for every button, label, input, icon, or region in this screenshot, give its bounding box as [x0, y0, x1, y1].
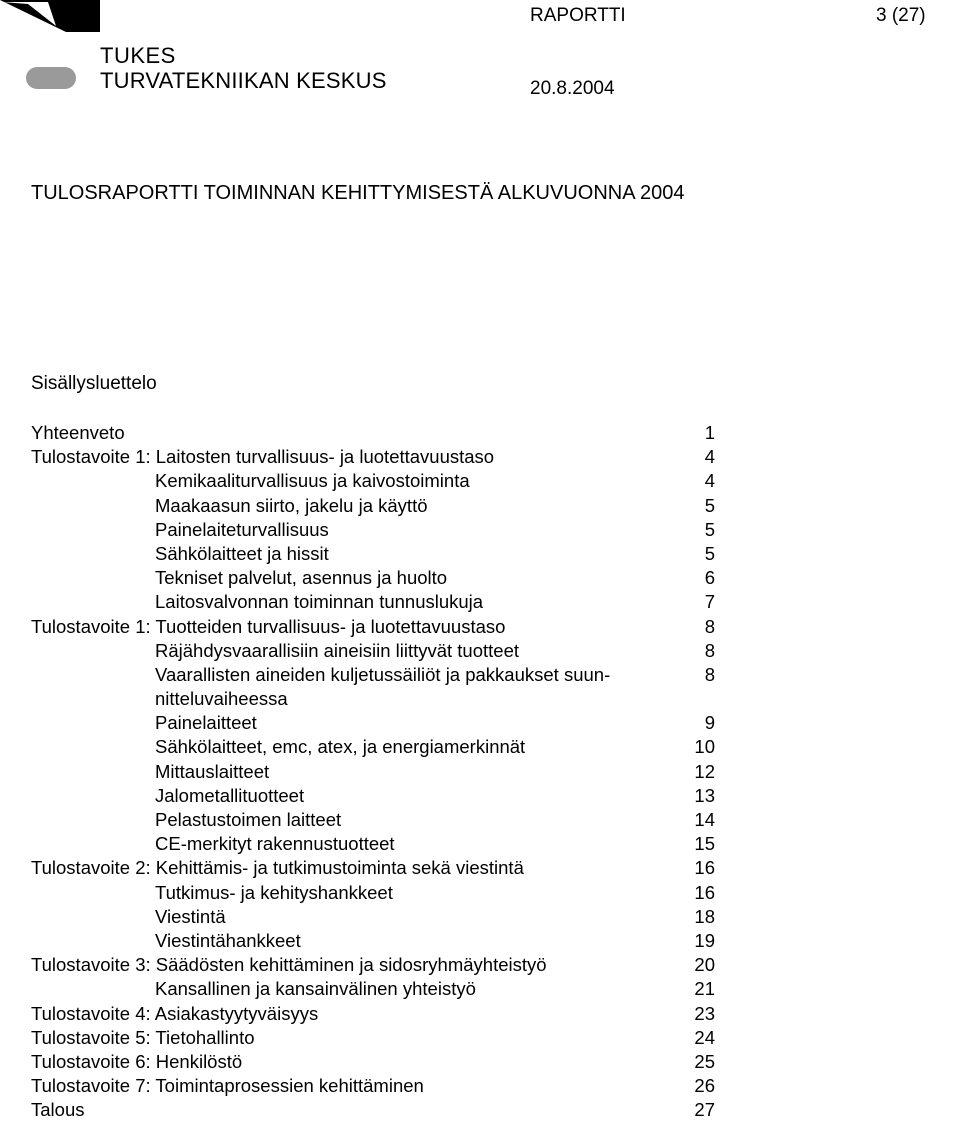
toc-entry-page: 18 — [694, 905, 715, 927]
toc-entry-title: Tulostavoite 1: Tuotteiden turvallisuus- ja luotettavuustaso — [31, 615, 506, 637]
toc-entry-title: Sähkölaitteet ja hissit — [155, 542, 329, 564]
toc-entry-title: Tulostavoite 4: Asiakastyytyväisyys — [31, 1002, 319, 1024]
toc-entry[interactable] — [0, 421, 960, 445]
toc-entry-page: 5 — [704, 494, 715, 516]
toc-entry-title: Jalometallituotteet — [155, 784, 305, 806]
toc-entry-page: 5 — [704, 542, 715, 564]
table-of-contents — [0, 421, 960, 1122]
toc-entry[interactable] — [0, 881, 960, 905]
toc-entry-title: Tulostavoite 6: Henkilöstö — [31, 1050, 243, 1072]
toc-entry[interactable] — [0, 518, 960, 542]
toc-entry-page: 8 — [704, 615, 715, 637]
page-number: 3 (27) — [876, 5, 926, 26]
toc-entry[interactable] — [0, 1098, 960, 1122]
organization-full-name: TURVATEKNIIKAN KESKUS — [100, 68, 387, 93]
toc-entry[interactable] — [0, 1026, 960, 1050]
toc-entry-title: Tulostavoite 3: Säädösten kehittäminen ja sidosryhmäyhteistyö — [31, 954, 547, 976]
toc-entry[interactable] — [0, 639, 960, 663]
toc-entry-page: 8 — [704, 639, 715, 661]
toc-entry-page: 23 — [694, 1002, 715, 1024]
toc-entry-title: CE-merkityt rakennustuotteet — [155, 833, 395, 855]
organization-short-name: TUKES — [100, 43, 176, 68]
toc-entry-title: Viestintähankkeet — [155, 929, 301, 951]
toc-entry-page: 8 — [704, 663, 715, 685]
toc-entry[interactable] — [0, 808, 960, 832]
toc-entry[interactable] — [0, 832, 960, 856]
toc-entry-page: 5 — [704, 518, 715, 540]
toc-entry-title: Tulostavoite 5: Tietohallinto — [31, 1026, 255, 1048]
toc-entry-title: Tutkimus- ja kehityshankkeet — [155, 881, 393, 903]
toc-entry[interactable] — [0, 590, 960, 614]
toc-entry[interactable] — [0, 856, 960, 880]
document-date: 20.8.2004 — [530, 78, 615, 99]
toc-entry[interactable] — [0, 735, 960, 759]
toc-entry-title: Painelaiteturvallisuus — [155, 518, 329, 540]
toc-entry[interactable] — [0, 760, 960, 784]
toc-entry-title: Kemikaaliturvallisuus ja kaivostoiminta — [155, 470, 470, 492]
toc-entry[interactable] — [0, 469, 960, 493]
toc-entry-title: Tulostavoite 1: Laitosten turvallisuus- ja luotettavuustaso — [31, 446, 495, 468]
document-title: TULOSRAPORTTI TOIMINNAN KEHITTYMISESTÄ ALKUVUONNA 2004 — [31, 182, 685, 204]
toc-entry-page: 10 — [694, 736, 715, 758]
toc-entry-title: Yhteenveto — [31, 422, 125, 443]
toc-entry-page: 26 — [694, 1075, 715, 1097]
toc-entry[interactable] — [0, 905, 960, 929]
toc-entry-page: 27 — [694, 1099, 715, 1121]
toc-entry-page: 4 — [704, 470, 715, 492]
toc-entry[interactable] — [0, 1002, 960, 1026]
toc-entry[interactable] — [0, 953, 960, 977]
toc-entry[interactable] — [0, 566, 960, 590]
toc-entry-title: Vaarallisten aineiden kuljetussäiliöt ja pakkaukset suun- nitteluvaiheessa — [155, 663, 611, 710]
toc-entry-page: 1 — [704, 422, 715, 443]
toc-entry[interactable] — [0, 1050, 960, 1074]
toc-entry[interactable] — [0, 1074, 960, 1098]
toc-entry-title: Pelastustoimen laitteet — [155, 809, 342, 831]
toc-entry-title: Räjähdysvaarallisiin aineisiin liittyvät tuotteet — [155, 639, 520, 661]
toc-entry-page: 13 — [694, 784, 715, 806]
toc-entry-title: Tulostavoite 2: Kehittämis- ja tutkimustoiminta sekä viestintä — [31, 857, 524, 879]
toc-entry-page: 9 — [704, 712, 715, 734]
toc-entry-title: Talous — [31, 1099, 85, 1121]
toc-entry-page: 15 — [694, 833, 715, 855]
toc-entry-title: Sähkölaitteet, emc, atex, ja energiamerkinnät — [155, 736, 526, 758]
toc-entry-title: Tekniset palvelut, asennus ja huolto — [155, 567, 448, 589]
toc-entry-title: Tulostavoite 7: Toimintaprosessien kehittäminen — [31, 1075, 424, 1097]
toc-entry-page: 16 — [694, 881, 715, 903]
toc-entry-title: Viestintä — [155, 905, 226, 927]
toc-entry-page: 12 — [694, 760, 715, 782]
toc-entry[interactable] — [0, 615, 960, 639]
toc-entry-page: 19 — [694, 929, 715, 951]
toc-entry-title: Maakaasun siirto, jakelu ja käyttö — [155, 494, 428, 516]
toc-entry-page: 21 — [694, 978, 715, 1000]
toc-entry[interactable] — [0, 494, 960, 518]
toc-entry[interactable] — [0, 445, 960, 469]
toc-entry-page: 16 — [694, 857, 715, 879]
toc-entry-page: 25 — [694, 1050, 715, 1072]
toc-entry[interactable] — [0, 977, 960, 1001]
toc-entry-page: 24 — [694, 1026, 715, 1048]
toc-entry-page: 6 — [704, 567, 715, 589]
tukes-logo-icon — [0, 0, 100, 100]
toc-entry-page: 4 — [704, 446, 715, 468]
toc-entry-title: Kansallinen ja kansainvälinen yhteistyö — [155, 978, 476, 1000]
toc-entry-title: Laitosvalvonnan toiminnan tunnuslukuja — [155, 591, 484, 613]
toc-entry-page: 14 — [694, 809, 715, 831]
toc-entry-page: 20 — [694, 954, 715, 976]
toc-entry[interactable] — [0, 663, 960, 711]
toc-entry-page: 7 — [704, 591, 715, 613]
toc-entry-title: Mittauslaitteet — [155, 760, 270, 782]
toc-entry[interactable] — [0, 542, 960, 566]
toc-entry-title: Painelaitteet — [155, 712, 257, 734]
toc-entry[interactable] — [0, 784, 960, 808]
toc-entry[interactable] — [0, 929, 960, 953]
toc-entry[interactable] — [0, 711, 960, 735]
document-type: RAPORTTI — [530, 5, 626, 26]
toc-heading: Sisällysluettelo — [31, 373, 157, 394]
